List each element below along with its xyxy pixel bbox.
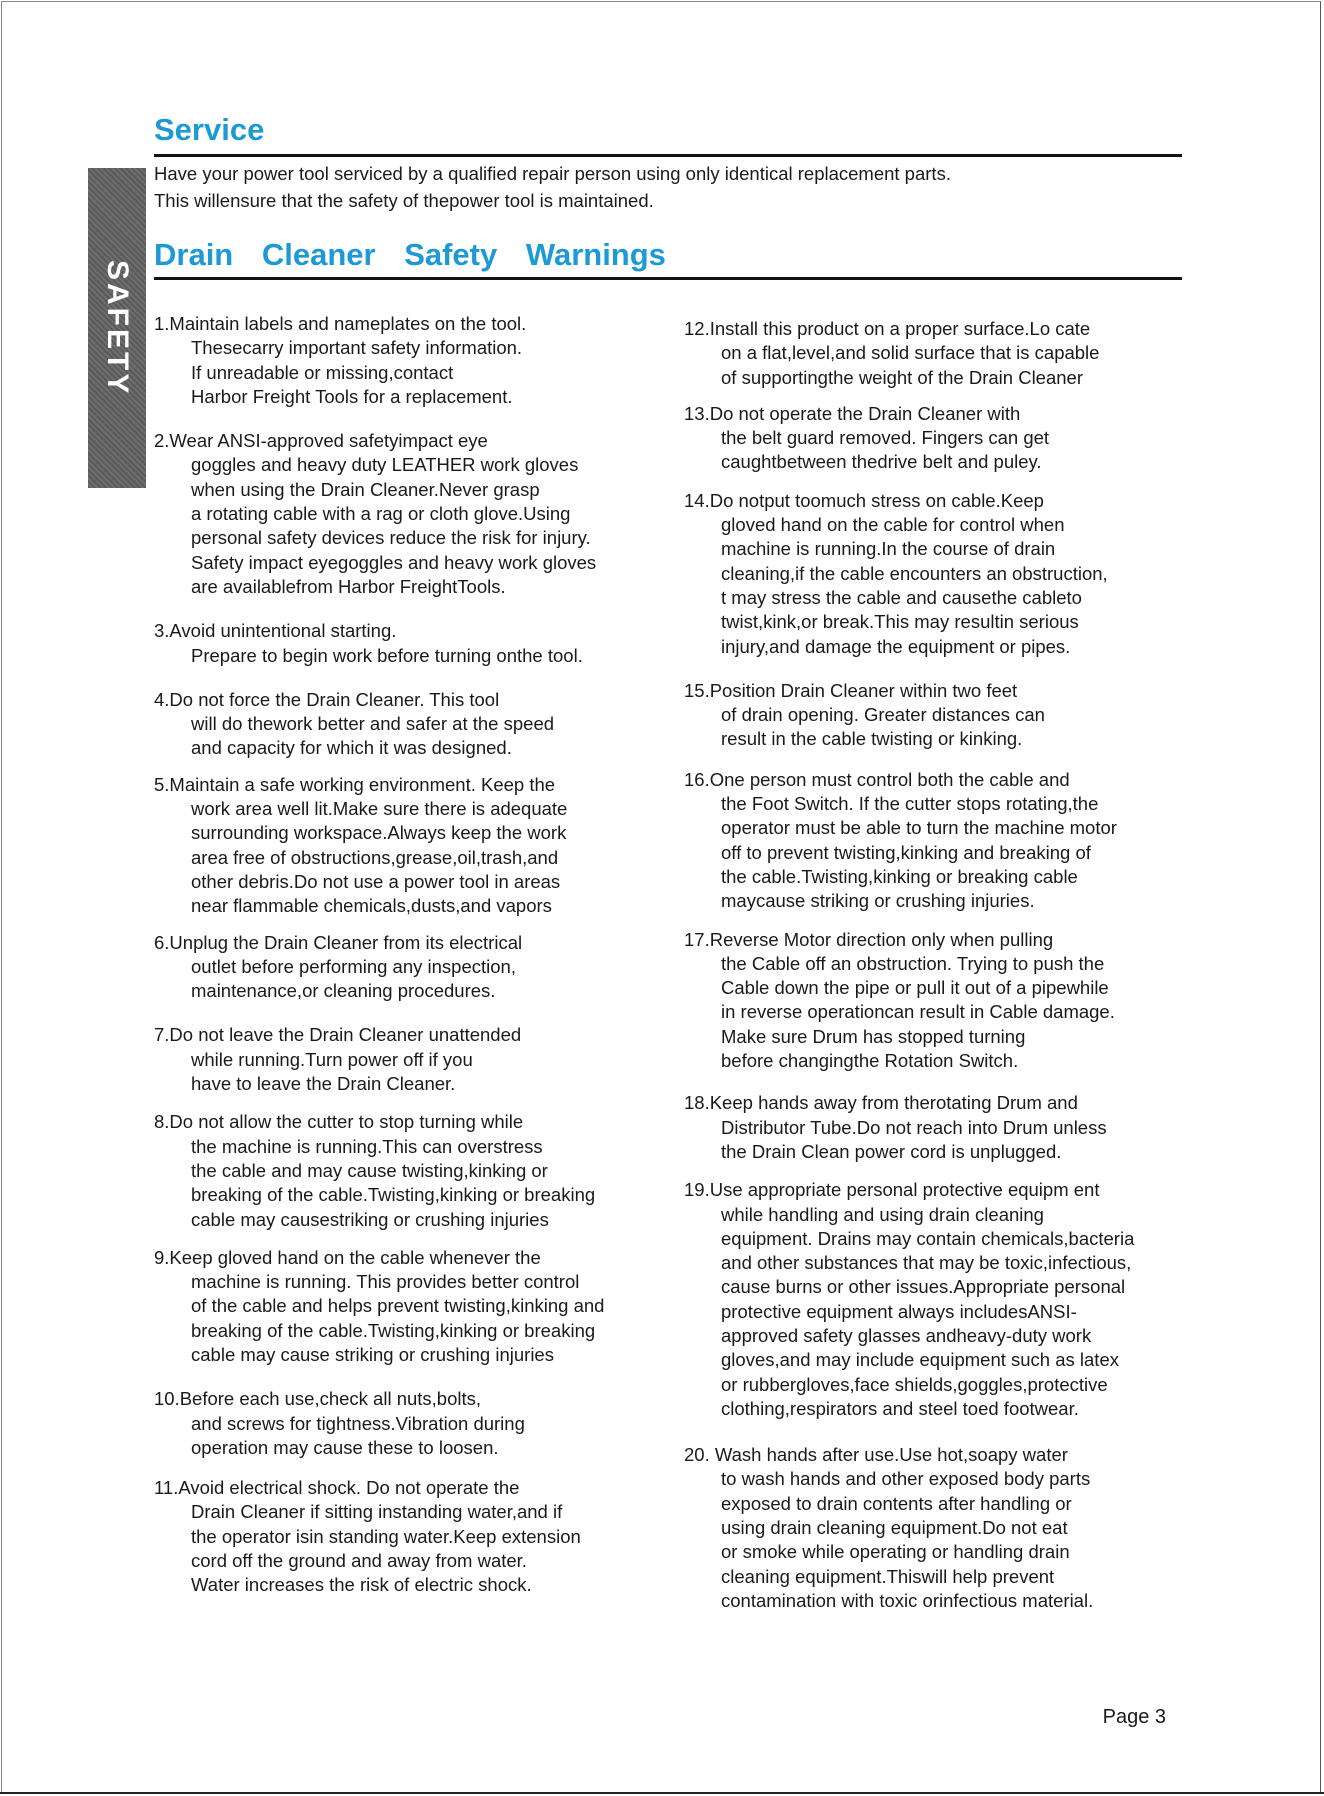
page-number: Page 3: [1102, 1706, 1166, 1728]
warning-line: machine is running.In the course of drain: [721, 538, 1056, 560]
warning-line: protective equipment always includesANSI-: [721, 1300, 1077, 1322]
service-text: [154, 160, 1154, 214]
warning-line: the belt guard removed. Fingers can get: [721, 427, 1050, 449]
warning-line: cleaning equipment.Thiswill help prevent: [721, 1565, 1055, 1587]
warning-line: Water increases the risk of electric shock.: [191, 1574, 532, 1596]
warning-line: 18.Keep hands away from therotating Drum and: [684, 1092, 1078, 1114]
side-tab-label: SAFETY: [101, 259, 134, 397]
warning-line: 15.Position Drain Cleaner within two feet: [684, 679, 1018, 701]
warning-line: approved safety glasses andheavy-duty work: [721, 1324, 1092, 1346]
warning-line: the Foot Switch. If the cutter stops rotating,the: [721, 793, 1099, 815]
warning-line: 6.Unplug the Drain Cleaner from its electrical: [154, 931, 523, 953]
warning-line: operation may cause these to loosen.: [191, 1436, 499, 1458]
warning-line: 11.Avoid electrical shock. Do not operate the: [154, 1477, 520, 1499]
warning-item: [154, 931, 674, 1004]
warning-item: [154, 1023, 674, 1096]
warning-line: work area well lit.Make sure there is adequate: [191, 798, 568, 820]
warning-line: 2.Wear ANSI-approved safetyimpact eye: [154, 430, 488, 452]
warning-item: [154, 688, 674, 761]
left-column: [154, 296, 674, 1598]
warning-line: or smoke while operating or handling drain: [721, 1541, 1070, 1563]
warning-line: breaking of the cable.Twisting,kinking or breaking: [191, 1319, 596, 1341]
warning-line: 5.Maintain a safe working environment. Keep the: [154, 773, 556, 795]
warnings-title: Drain Cleaner Safety Warnings: [154, 237, 666, 272]
warning-line: while running.Turn power off if you: [191, 1048, 473, 1070]
warning-line: gloved hand on the cable for control when: [721, 514, 1065, 536]
warning-line: breaking of the cable.Twisting,kinking or breaking: [191, 1184, 596, 1206]
warning-item: [154, 1246, 674, 1367]
service-title: Service: [154, 112, 265, 147]
warning-line: when using the Drain Cleaner.Never grasp: [191, 478, 540, 500]
warning-item: [154, 619, 674, 668]
warning-line: the Cable off an obstruction. Trying to push the: [721, 952, 1105, 974]
warning-line: and capacity for which it was designed.: [191, 737, 512, 759]
warning-line: caughtbetween thedrive belt and puley.: [721, 451, 1042, 473]
warning-line: personal safety devices reduce the risk for injury.: [191, 527, 591, 549]
warning-line: are availablefrom Harbor FreightTools.: [191, 575, 506, 597]
warning-line: 4.Do not force the Drain Cleaner. This tool: [154, 688, 500, 710]
right-column: [684, 301, 1182, 1613]
warning-line: outlet before performing any inspection,: [191, 955, 516, 977]
warning-line: cleaning,if the cable encounters an obstruction,: [721, 562, 1108, 584]
service-line: This willensure that the safety of thepower tool is maintained.: [154, 190, 654, 211]
warning-item: [684, 1091, 1182, 1164]
warning-line: contamination with toxic orinfectious material.: [721, 1589, 1094, 1611]
warning-line: before changingthe Rotation Switch.: [721, 1050, 1019, 1072]
warning-line: 7.Do not leave the Drain Cleaner unattended: [154, 1024, 522, 1046]
warning-line: Cable down the pipe or pull it out of a pipewhile: [721, 977, 1109, 999]
warning-line: result in the cable twisting or kinking.: [721, 728, 1023, 750]
warning-line: 14.Do notput toomuch stress on cable.Keep: [684, 489, 1044, 511]
warning-line: 8.Do not allow the cutter to stop turning while: [154, 1111, 524, 1133]
warning-line: twist,kink,or break.This may resultin serious: [721, 611, 1079, 633]
warning-item: [684, 1443, 1182, 1613]
service-line: Have your power tool serviced by a qualified repair person using only identical replacement parts.: [154, 163, 951, 184]
warning-line: of drain opening. Greater distances can: [721, 704, 1045, 726]
warning-line: injury,and damage the equipment or pipes.: [721, 635, 1071, 657]
warning-line: of supportingthe weight of the Drain Cleaner: [721, 366, 1083, 388]
warning-line: off to prevent twisting,kinking and breaking of: [721, 841, 1091, 863]
warning-line: Thesecarry important safety information.: [191, 337, 523, 359]
warning-line: Harbor Freight Tools for a replacement.: [191, 385, 513, 407]
warning-line: Safety impact eyegoggles and heavy work gloves: [191, 551, 597, 573]
warning-item: [154, 773, 674, 919]
warning-line: operator must be able to turn the machine motor: [721, 817, 1117, 839]
warning-line: 17.Reverse Motor direction only when pulling: [684, 928, 1054, 950]
title-rule: [154, 277, 1182, 280]
warning-line: maycause striking or crushing injuries.: [721, 890, 1035, 912]
warning-line: equipment. Drains may contain chemicals,bacteria: [721, 1227, 1135, 1249]
warning-item: [154, 1110, 674, 1231]
warning-line: while handling and using drain cleaning: [721, 1203, 1044, 1225]
warning-line: near flammable chemicals,dusts,and vapors: [191, 895, 552, 917]
warning-line: cable may cause striking or crushing injuries: [191, 1343, 554, 1365]
warning-line: the cable.Twisting,kinking or breaking cable: [721, 865, 1078, 887]
warning-line: Prepare to begin work before turning onthe tool.: [191, 644, 583, 666]
warning-item: [154, 1387, 674, 1460]
warning-line: to wash hands and other exposed body parts: [721, 1468, 1091, 1490]
warning-line: 13.Do not operate the Drain Cleaner with: [684, 402, 1021, 424]
warning-line: and other substances that may be toxic,infectious,: [721, 1252, 1132, 1274]
warning-line: If unreadable or missing,contact: [191, 361, 454, 383]
warning-item: [684, 402, 1182, 475]
warning-line: other debris.Do not use a power tool in areas: [191, 870, 561, 892]
warning-line: exposed to drain contents after handling or: [721, 1492, 1072, 1514]
warning-item: [684, 1178, 1182, 1421]
warning-line: maintenance,or cleaning procedures.: [191, 980, 496, 1002]
bottom-rule: [0, 1792, 1324, 1794]
title-rule: [154, 154, 1182, 157]
warning-item: [684, 928, 1182, 1074]
warning-line: gloves,and may include equipment such as latex: [721, 1349, 1119, 1371]
warning-line: using drain cleaning equipment.Do not eat: [721, 1517, 1068, 1539]
warning-item: [154, 312, 674, 409]
warning-line: cord off the ground and away from water.: [191, 1550, 527, 1572]
warning-line: 9.Keep gloved hand on the cable whenever the: [154, 1246, 541, 1268]
warning-line: machine is running. This provides better control: [191, 1271, 580, 1293]
warning-line: t may stress the cable and causethe cableto: [721, 586, 1082, 608]
warning-item: [154, 429, 674, 599]
warning-line: on a flat,level,and solid surface that is capable: [721, 342, 1100, 364]
warning-line: 10.Before each use,check all nuts,bolts,: [154, 1388, 482, 1410]
warning-line: in reverse operationcan result in Cable damage.: [721, 1001, 1115, 1023]
warning-item: [684, 768, 1182, 914]
warning-item: [154, 1476, 674, 1597]
warning-line: 12.Install this product on a proper surface.Lo cate: [684, 318, 1091, 339]
warning-line: 3.Avoid unintentional starting.: [154, 620, 397, 642]
warning-line: a rotating cable with a rag or cloth glove.Using: [191, 503, 571, 525]
warning-item: [684, 489, 1182, 659]
warning-line: 19.Use appropriate personal protective equipm ent: [684, 1179, 1100, 1201]
warning-line: 1.Maintain labels and nameplates on the tool.: [154, 313, 527, 334]
warning-line: cable may causestriking or crushing injuries: [191, 1208, 549, 1230]
warning-line: of the cable and helps prevent twisting,kinking and: [191, 1295, 605, 1317]
warning-item: [684, 317, 1182, 390]
warning-line: clothing,respirators and steel toed footwear.: [721, 1397, 1079, 1419]
warning-line: the machine is running.This can overstress: [191, 1135, 543, 1157]
warning-line: the Drain Clean power cord is unplugged.: [721, 1140, 1062, 1162]
warning-line: or rubbergloves,face shields,goggles,protective: [721, 1373, 1108, 1395]
warning-line: 20. Wash hands after use.Use hot,soapy water: [684, 1444, 1068, 1466]
warning-item: [684, 679, 1182, 752]
warning-line: 16.One person must control both the cable and: [684, 768, 1070, 790]
warning-line: and screws for tightness.Vibration during: [191, 1412, 525, 1434]
warning-line: Make sure Drum has stopped turning: [721, 1025, 1026, 1047]
warning-line: will do thework better and safer at the speed: [191, 713, 555, 735]
warning-line: Distributor Tube.Do not reach into Drum unless: [721, 1116, 1107, 1138]
side-tab: [88, 168, 146, 488]
warning-line: have to leave the Drain Cleaner.: [191, 1073, 456, 1095]
warning-line: the operator isin standing water.Keep extension: [191, 1525, 581, 1547]
warning-line: cause burns or other issues.Appropriate personal: [721, 1276, 1126, 1298]
warning-line: goggles and heavy duty LEATHER work gloves: [191, 454, 579, 476]
warning-line: Drain Cleaner if sitting instanding water,and if: [191, 1501, 563, 1523]
warning-line: area free of obstructions,grease,oil,trash,and: [191, 846, 559, 868]
warning-line: surrounding workspace.Always keep the work: [191, 822, 567, 844]
warning-line: the cable and may cause twisting,kinking or: [191, 1159, 548, 1181]
